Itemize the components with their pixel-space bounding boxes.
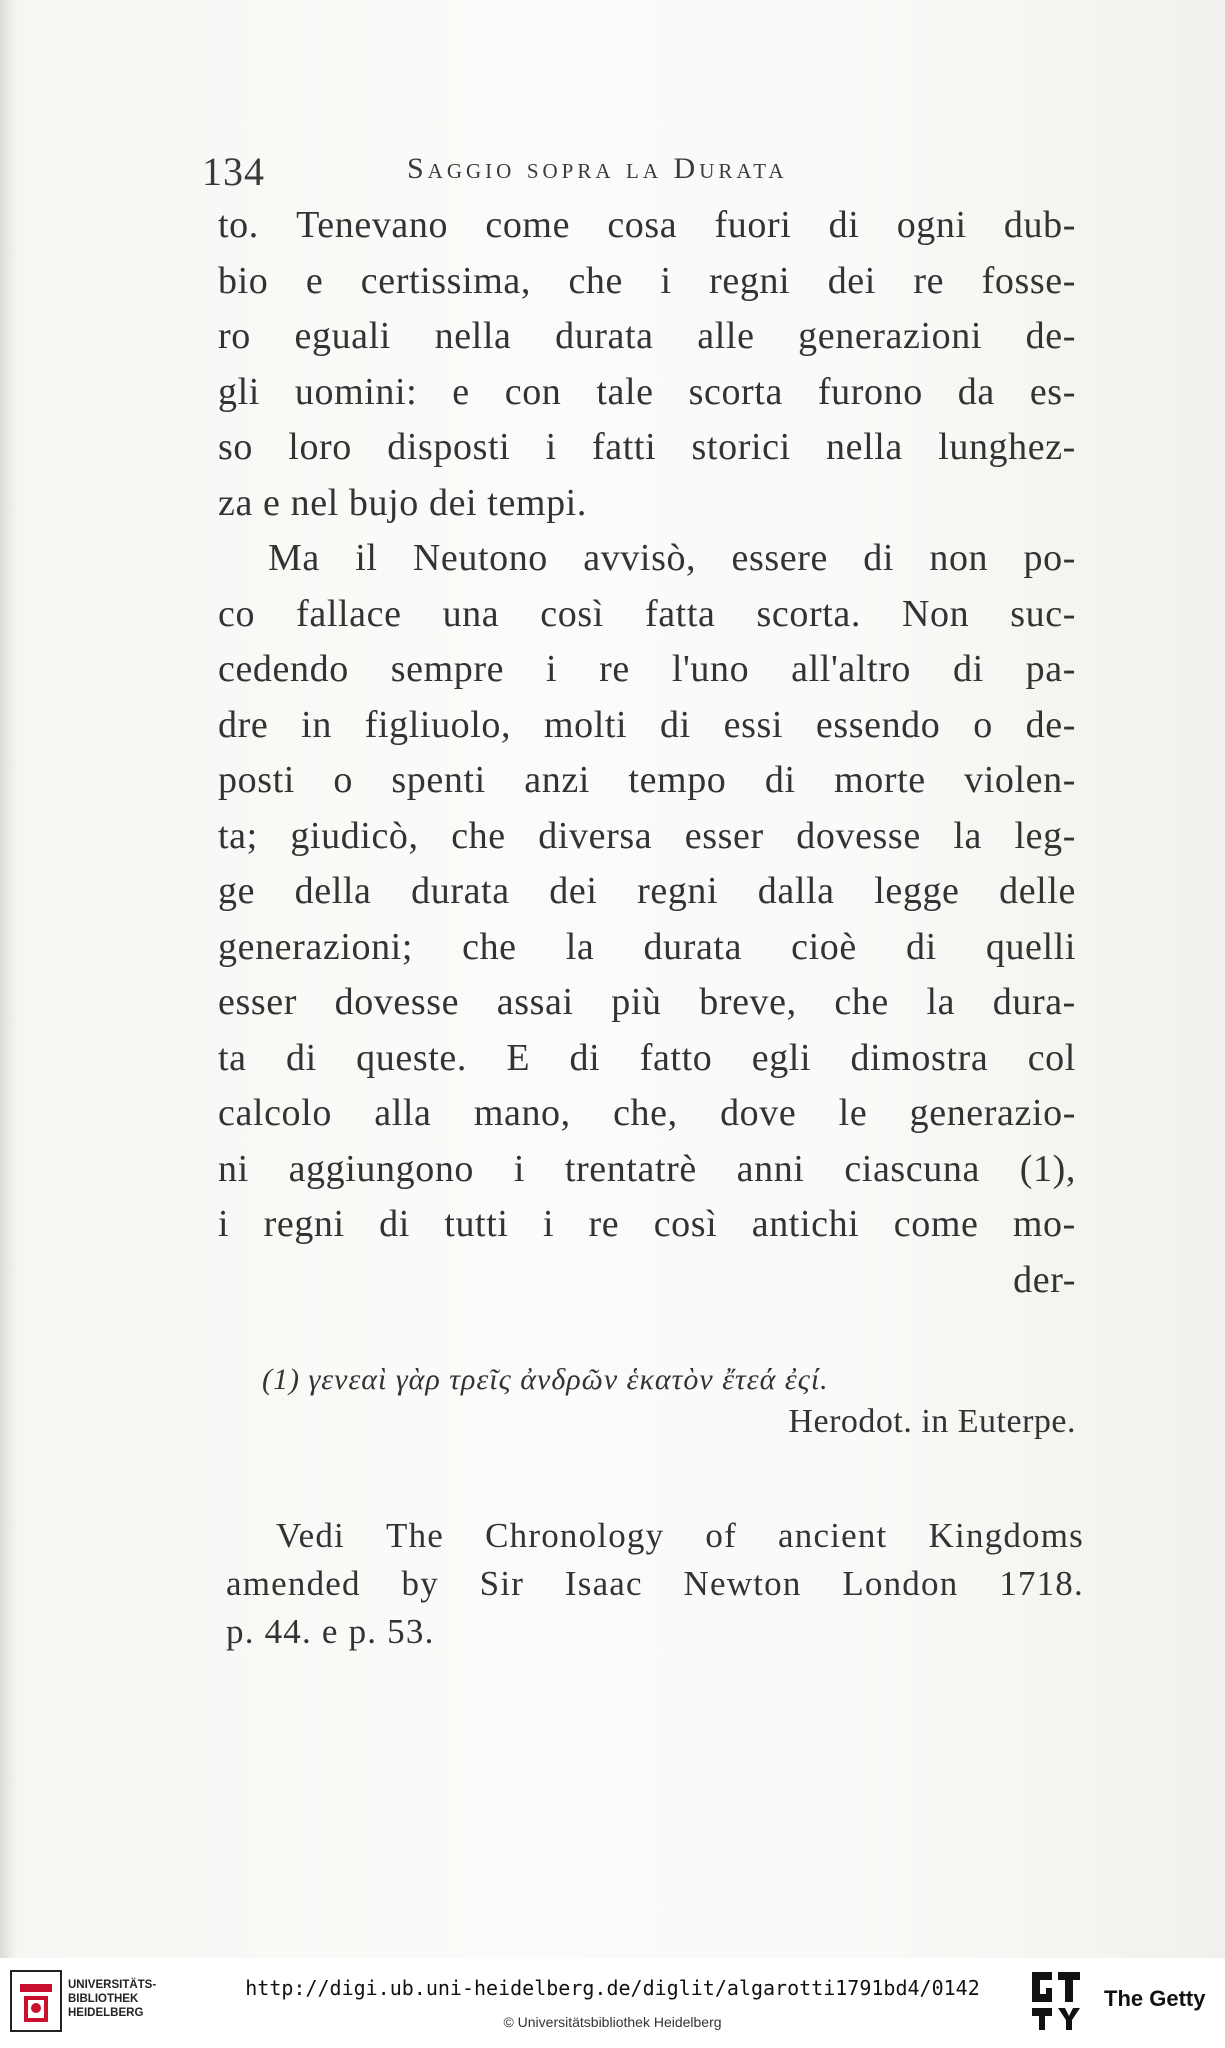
body-word: molti	[543, 703, 628, 746]
body-word: avvisò,	[583, 537, 697, 579]
body-word: dei	[827, 259, 876, 302]
body-word: di	[863, 537, 895, 579]
permalink-url[interactable]: http://digi.ub.uni-heidelberg.de/diglit/algarotti1791bd4/0142	[245, 1976, 980, 2000]
body-word: scorta.	[756, 592, 861, 635]
body-word: di	[905, 925, 937, 968]
body-word: scorta	[688, 370, 783, 413]
body-word: anzi	[524, 759, 590, 801]
body-word: Tenevano	[296, 204, 449, 246]
body-word: esser	[684, 814, 764, 857]
reference-line-text: p. 44. e p. 53.	[226, 1612, 435, 1651]
body-word: cedendo	[218, 648, 349, 690]
reference-word: Sir	[479, 1564, 525, 1603]
body-word: re	[599, 648, 630, 690]
body-word: eguali	[294, 315, 391, 357]
body-word: i	[542, 1203, 555, 1245]
body-word: ogni	[896, 204, 967, 246]
body-text	[218, 198, 1076, 1308]
body-word: nella	[826, 426, 903, 468]
body-line	[218, 587, 1076, 643]
body-word: fallace	[296, 592, 402, 635]
body-word: regni	[709, 259, 791, 302]
body-word: delle	[999, 870, 1076, 912]
body-word: antichi	[751, 1203, 860, 1245]
reference-word: Isaac	[564, 1564, 643, 1603]
body-word: la	[926, 981, 956, 1023]
body-word: leg-	[1014, 814, 1076, 857]
body-word: tutti	[444, 1203, 509, 1245]
body-word: che	[462, 925, 517, 968]
body-word: anni	[736, 1147, 805, 1190]
body-word: loro	[288, 426, 352, 468]
body-word: E	[506, 1036, 531, 1079]
body-word: trentatrè	[564, 1147, 697, 1190]
body-line	[218, 753, 1076, 809]
body-word: i	[513, 1147, 526, 1190]
body-word: giudicò,	[290, 814, 419, 857]
body-word: fatto	[639, 1036, 713, 1079]
body-word: tale	[596, 370, 654, 413]
body-word: (1),	[1019, 1147, 1076, 1190]
body-word: i	[545, 426, 557, 468]
body-word: legge	[874, 870, 960, 912]
body-word: gli	[218, 370, 260, 413]
body-word: sempre	[390, 648, 505, 690]
body-word: dovesse	[796, 814, 921, 857]
body-word: generazioni;	[218, 925, 413, 968]
body-word: fatta	[644, 592, 716, 635]
reference-line	[226, 1560, 1084, 1608]
body-word: figliuolo,	[364, 703, 512, 746]
body-word: così	[540, 592, 604, 635]
body-word: pa-	[1025, 648, 1076, 690]
body-word: nella	[434, 315, 512, 357]
body-word: tempo	[628, 759, 727, 801]
body-word: i	[546, 648, 558, 690]
body-word: che	[451, 814, 506, 857]
body-line-text: za e nel bujo dei tempi.	[218, 481, 587, 524]
reference-word: Newton	[683, 1564, 802, 1603]
reference-word: ancient	[778, 1516, 888, 1555]
body-word: dovesse	[334, 981, 460, 1023]
body-line	[218, 1253, 1076, 1309]
institution-name: UNIVERSITÄTS- BIBLIOTHEK HEIDELBERG	[68, 1979, 157, 2019]
page-number: 134	[202, 149, 265, 194]
body-word: de-	[1025, 315, 1076, 357]
body-word: aggiungono	[288, 1147, 475, 1190]
body-word: Neutono	[412, 537, 548, 579]
body-word: bio	[218, 259, 269, 302]
body-word: storici	[691, 426, 791, 468]
running-head-title: Saggio sopra la Durata	[407, 152, 788, 185]
body-word: dura-	[992, 981, 1076, 1023]
body-word: dub-	[1003, 204, 1076, 246]
body-word: durata	[411, 870, 510, 912]
body-word: quelli	[985, 925, 1076, 968]
body-word: de-	[1025, 703, 1076, 746]
body-word: la	[953, 814, 982, 857]
reference-word: Chronology	[485, 1516, 665, 1555]
body-word: queste.	[356, 1036, 467, 1079]
body-word: fuori	[714, 204, 792, 246]
body-word: di	[286, 1036, 317, 1079]
body-word: di	[660, 703, 691, 746]
body-word: che	[568, 259, 623, 302]
body-word: dei	[549, 870, 598, 912]
body-word: certissima,	[360, 259, 531, 302]
body-word: ro	[218, 315, 251, 357]
body-word: dove	[720, 1092, 797, 1134]
body-word: ciascuna	[844, 1147, 980, 1190]
body-word: po-	[1023, 537, 1076, 579]
body-word: cosa	[607, 204, 678, 246]
body-word: so	[218, 426, 253, 468]
body-word: in	[301, 703, 332, 746]
reference-word: The	[386, 1516, 445, 1555]
copyright-notice: © Universitätsbibliothek Heidelberg	[503, 2014, 722, 2030]
body-word: fatti	[592, 426, 657, 468]
body-word: di	[952, 648, 984, 690]
body-word: i	[218, 1203, 230, 1245]
body-word: o	[973, 703, 993, 746]
body-word: ge	[218, 870, 256, 912]
body-word: essere	[731, 537, 828, 579]
body-word: breve,	[699, 981, 797, 1023]
body-line	[218, 476, 1076, 532]
body-line	[218, 309, 1076, 365]
body-word: re	[913, 259, 945, 302]
viewer-footer	[0, 1958, 1225, 2048]
body-word: i	[660, 259, 672, 302]
body-word: la	[565, 925, 595, 968]
body-word: di	[569, 1036, 601, 1079]
body-line	[218, 1086, 1076, 1142]
running-head	[202, 148, 1082, 196]
body-word: ta	[218, 1036, 247, 1079]
body-word: essi	[723, 703, 784, 746]
getty-name: The Getty	[1104, 1986, 1206, 2011]
body-word: come	[485, 204, 571, 246]
body-word: mo-	[1012, 1203, 1076, 1245]
body-word: uomini:	[294, 370, 418, 413]
body-word: durata	[555, 315, 654, 357]
footnote	[262, 1363, 1076, 1441]
body-word: di	[764, 759, 796, 801]
body-word: to.	[218, 204, 259, 246]
body-word: generazioni	[798, 315, 983, 357]
body-line	[218, 420, 1076, 476]
body-word: generazio-	[909, 1092, 1076, 1134]
body-word: che,	[613, 1092, 678, 1134]
body-word: le	[838, 1092, 868, 1134]
body-word: col	[1027, 1036, 1076, 1079]
reference-word: Kingdoms	[928, 1516, 1084, 1555]
body-word: una	[442, 592, 500, 635]
body-word: e	[305, 259, 324, 302]
body-word: regni	[263, 1203, 345, 1245]
body-word: posti	[218, 759, 295, 801]
body-word: alle	[697, 315, 755, 357]
body-line	[218, 920, 1076, 976]
footnote-greek-quote: (1) γενεαὶ γὰρ τρεῖς ἀνδρῶν ἑκατὸν ἔτεά ἐςί.	[262, 1363, 829, 1396]
body-word: es-	[1029, 370, 1076, 413]
reference-word: London	[842, 1564, 959, 1603]
body-word: più	[611, 981, 662, 1023]
body-word: suc-	[1010, 592, 1076, 635]
body-word: esser	[218, 981, 297, 1023]
reference-word: Vedi	[276, 1516, 345, 1555]
body-line	[218, 698, 1076, 754]
body-word: dre	[218, 703, 269, 746]
body-word: durata	[643, 925, 743, 968]
reference-line	[226, 1512, 1084, 1560]
body-word: che	[834, 981, 889, 1023]
body-line	[218, 864, 1076, 920]
body-word: di	[828, 204, 860, 246]
body-line	[218, 975, 1076, 1031]
body-word: assai	[496, 981, 574, 1023]
reference-word: 1718.	[999, 1564, 1084, 1603]
body-word: il	[355, 537, 378, 579]
footnote-attribution: Herodot. in Euterpe.	[788, 1403, 1076, 1440]
body-word: violen-	[964, 759, 1076, 801]
body-line	[218, 1031, 1076, 1087]
body-word: con	[504, 370, 562, 413]
body-word: fosse-	[981, 259, 1076, 302]
body-word: così	[653, 1203, 718, 1245]
body-word: dimostra	[850, 1036, 989, 1079]
body-word: dalla	[757, 870, 835, 912]
getty-logo-icon	[1030, 1970, 1082, 2032]
body-line	[218, 254, 1076, 310]
body-word: egli	[751, 1036, 812, 1079]
body-word: della	[294, 870, 372, 912]
body-word: calcolo	[218, 1092, 332, 1134]
reference-note	[226, 1512, 1084, 1656]
body-word: spenti	[391, 759, 486, 801]
reference-line	[226, 1608, 1084, 1656]
body-word: Ma	[268, 537, 320, 579]
body-word: furono	[817, 370, 923, 413]
body-line	[218, 809, 1076, 865]
body-word: regni	[637, 870, 719, 912]
body-word: da	[957, 370, 995, 413]
body-word: cioè	[791, 925, 857, 968]
body-word: l'uno	[671, 648, 750, 690]
body-line	[218, 198, 1076, 254]
body-line	[218, 642, 1076, 698]
body-word: alla	[374, 1092, 432, 1134]
body-word: e	[452, 370, 470, 413]
body-word: diversa	[538, 814, 653, 857]
body-word: ta;	[218, 814, 258, 857]
body-word: non	[929, 537, 989, 579]
body-line	[218, 1142, 1076, 1198]
body-line	[218, 1197, 1076, 1253]
body-word: essendo	[815, 703, 941, 746]
body-word: co	[218, 592, 256, 635]
body-word: morte	[834, 759, 926, 801]
body-line	[218, 531, 1076, 587]
body-word: o	[333, 759, 353, 801]
body-word: disposti	[387, 426, 511, 468]
body-word: re	[588, 1203, 620, 1245]
body-word: come	[893, 1203, 979, 1245]
reference-word: by	[401, 1564, 439, 1603]
reference-word: amended	[226, 1564, 361, 1603]
reference-word: of	[705, 1516, 737, 1555]
body-word: di	[379, 1203, 410, 1245]
body-line	[218, 365, 1076, 421]
body-word: ni	[218, 1147, 249, 1190]
body-word: mano,	[473, 1092, 571, 1134]
body-word: lunghez-	[938, 426, 1076, 468]
body-line-text: der-	[1013, 1258, 1076, 1301]
body-word: Non	[901, 592, 970, 635]
body-word: all'altro	[791, 648, 912, 690]
